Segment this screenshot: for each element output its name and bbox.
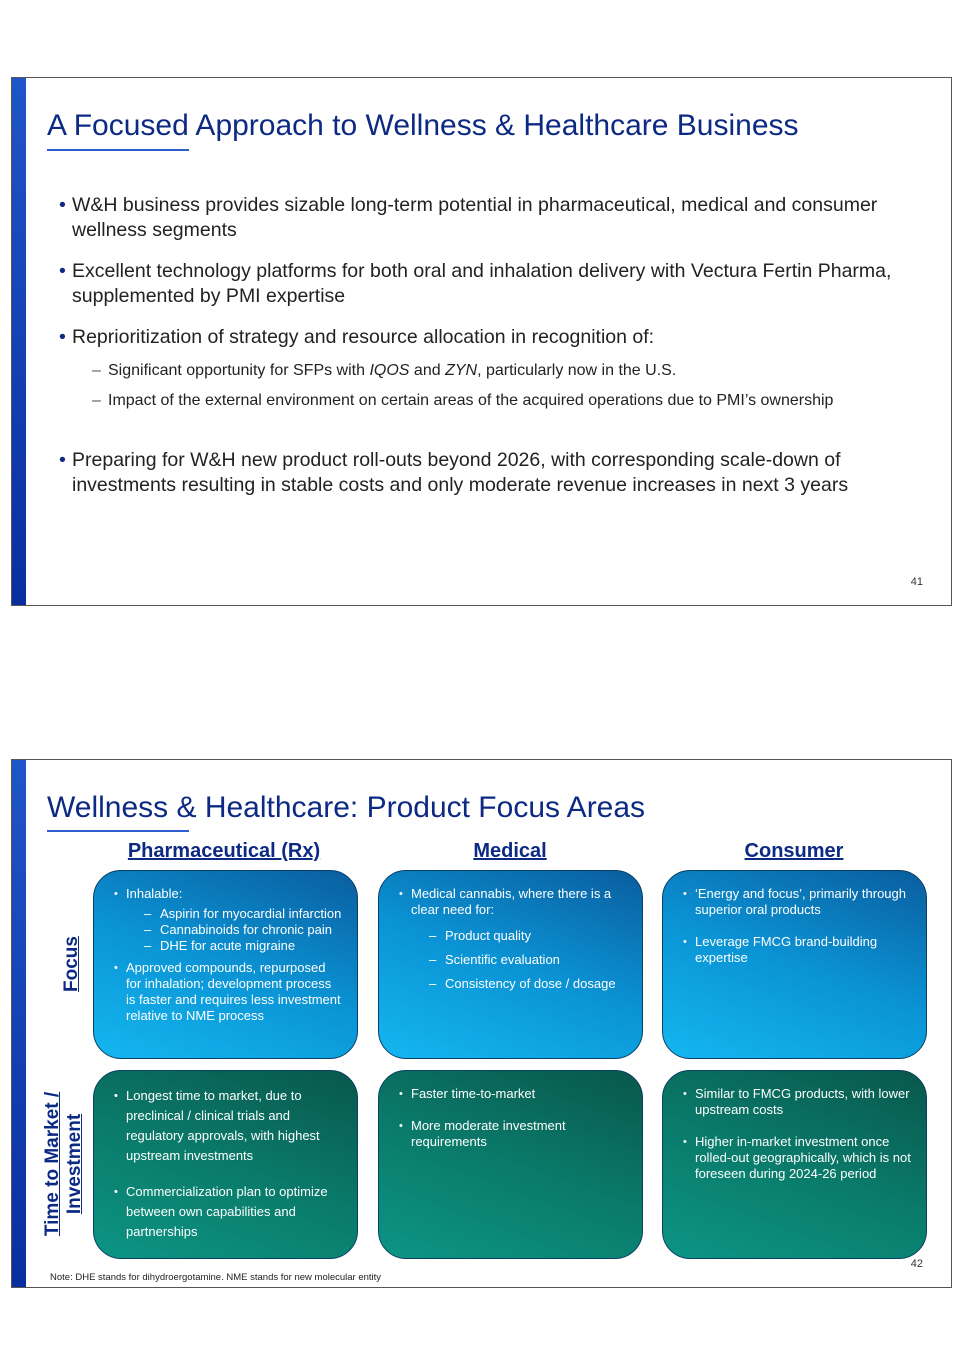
row-label-focus: Focus [61,936,82,992]
sub-list-item: – Aspirin for myocardial infarction [110,906,343,922]
page-number: 41 [910,576,923,588]
bullet-item: • Excellent technology platforms for both oral and inhalation delivery with Vectura Fertin Pharma, supplemented by PMI expertise [59,260,892,307]
page-number: 42 [910,1258,923,1270]
title-underline [47,149,189,151]
zyn-brand: ZYN [445,362,478,379]
sub-bullet-item: – Impact of the external environment on certain areas of the acquired operations due to PMI’s ownership [92,390,872,412]
time-pharma-box [93,1070,358,1259]
column-header-consumer: Consumer [744,840,844,862]
list-item: • More moderate investment requirements [395,1118,628,1150]
sub-list-item: – Product quality [395,928,628,944]
time-medical-box [378,1070,643,1259]
title-underline [47,830,189,832]
sub-list-item: – DHE for acute migraine [110,938,343,954]
sub-bullet-item: – Significant opportunity for SFPs with IQOS and ZYN, particularly now in the U.S. [92,360,872,382]
list-item: • Commercialization plan to optimize between own capabilities and partnerships [110,1182,343,1242]
bullet-item: • W&H business provides sizable long-term potential in pharmaceutical, medical and consumer wellness segments [59,194,878,241]
list-item: • Longest time to market, due to preclinical / clinical trials and regulatory approvals, with highest upstream investments [110,1086,343,1166]
footnote: Note: DHE stands for dihydroergotamine. NME stands for new molecular entity [50,1272,382,1283]
list-item: • Medical cannabis, where there is a clear need for: [395,886,628,918]
dash-icon: – [92,392,101,409]
bullet-icon: • [59,194,66,216]
list-item: • Approved compounds, repurposed for inhalation; development process is faster and requires less investment relative to NME process [110,960,343,1024]
time-consumer-box [662,1070,927,1259]
slide-42 [11,759,952,1288]
focus-pharma-box [93,870,358,1059]
list-item: • Similar to FMCG products, with lower upstream costs [679,1086,912,1118]
row-label-time-to-market: Time to Market / Investment [42,1091,85,1237]
slide-title: Wellness & Healthcare: Product Focus Areas [47,791,646,824]
sub-list-item: – Scientific evaluation [395,952,628,968]
list-item: • Faster time-to-market [395,1086,628,1102]
accent-bar [12,78,26,605]
list-item: • Leverage FMCG brand-building expertise [679,934,912,966]
bullet-icon: • [59,260,66,282]
sub-list-item: – Consistency of dose / dosage [395,976,628,992]
bullet-item: • Preparing for W&H new product roll-outs beyond 2026, with corresponding scale-down of investments resulting in stable costs and only moderate revenue increases in next 3 years [59,449,849,496]
list-item: • Higher in-market investment once rolled-out geographically, which is not foreseen during 2024-26 period [679,1134,912,1182]
bullet-icon: • [59,449,66,471]
focus-medical-box [378,870,643,1059]
focus-consumer-box [662,870,927,1059]
accent-bar [12,760,26,1287]
list-item: • Inhalable: [110,886,343,902]
bullet-icon: • [59,326,66,348]
slide-title: A Focused Approach to Wellness & Healthcare Business [47,109,799,142]
list-item: • ‘Energy and focus’, primarily through superior oral products [679,886,912,918]
sub-list-item: – Cannabinoids for chronic pain [110,922,343,938]
column-header-medical: Medical [473,840,547,862]
column-header-pharmaceutical: Pharmaceutical (Rx) [127,840,321,862]
iqos-brand: IQOS [369,362,410,379]
bullet-item: • Reprioritization of strategy and resource allocation in recognition of: [59,326,655,348]
dash-icon: – [92,362,101,379]
slide-41 [11,77,952,606]
